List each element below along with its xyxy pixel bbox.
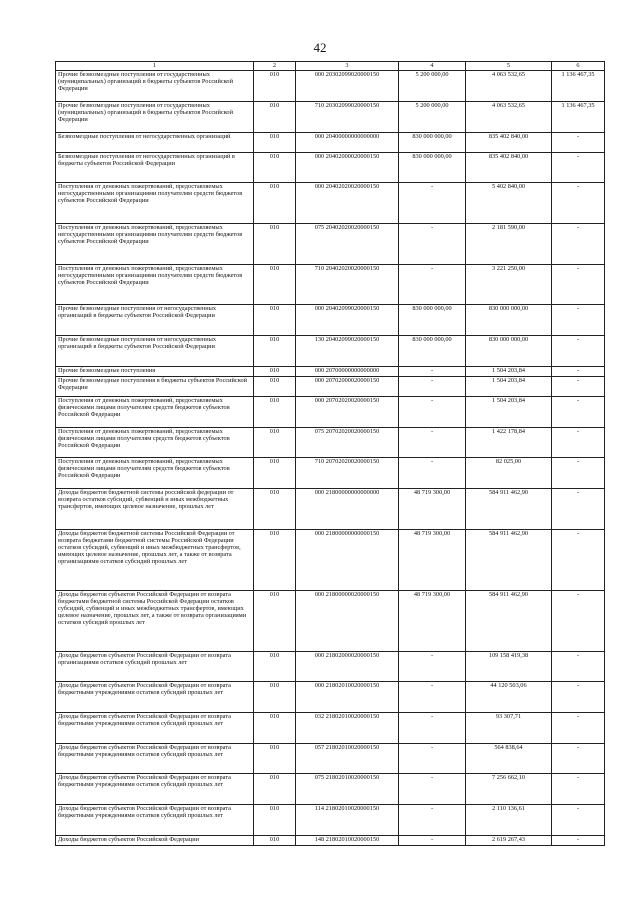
table-row — [56, 836, 605, 846]
row-approved-amount-cell: 830 000 000,00 — [399, 336, 466, 367]
row-line-code-cell: 010 — [254, 713, 296, 744]
row-name-cell: Поступления от денежных пожертвований, предоставляемых физическими лицами получателям средств бюджетов субъектов Российской Федерации — [56, 397, 254, 428]
row-line-code-cell: 010 — [254, 530, 296, 591]
row-approved-amount-cell: - — [399, 265, 466, 305]
row-line-code-cell: 010 — [254, 774, 296, 805]
row-approved-amount-cell: 830 000 000,00 — [399, 153, 466, 183]
row-executed-amount-cell: 4 063 532,65 — [466, 71, 552, 102]
page-number: 42 — [313, 40, 327, 55]
row-budget-code-cell: 000 21800000000000000 — [296, 489, 399, 530]
row-name-cell: Прочие безвозмездные поступления от негосударственных организаций в бюджеты субъектов Российской Федерации — [56, 336, 254, 367]
column-header: 5 — [466, 62, 552, 71]
row-executed-amount-cell: 2 619 267,43 — [466, 836, 552, 846]
table-body — [56, 71, 605, 846]
column-header: 3 — [296, 62, 399, 71]
row-executed-amount-cell: 830 000 000,00 — [466, 305, 552, 336]
row-unexecuted-amount-cell: 1 136 467,35 — [552, 102, 605, 133]
row-line-code-cell: 010 — [254, 805, 296, 836]
row-unexecuted-amount-cell: - — [552, 397, 605, 428]
column-header: 6 — [552, 62, 605, 71]
row-unexecuted-amount-cell: - — [552, 183, 605, 224]
row-name-cell: Доходы бюджетов субъектов Российской Федерации от возврата бюджетами бюджетной системы Российской Федерации остатков субсидий, субвенций и иных межбюджетных трансфертов, имеющих целевое назначение, прошлых лет, а также от возврата организациями остатков субсидий прошлых лет — [56, 591, 254, 652]
row-line-code-cell: 010 — [254, 71, 296, 102]
row-approved-amount-cell: - — [399, 652, 466, 682]
row-line-code-cell: 010 — [254, 183, 296, 224]
row-name-cell: Доходы бюджетов субъектов Российской Федерации от возврата бюджетными учреждениями остатков субсидий прошлых лет — [56, 713, 254, 744]
row-approved-amount-cell: - — [399, 836, 466, 846]
row-approved-amount-cell: - — [399, 367, 466, 377]
row-budget-code-cell: 000 21800000000000150 — [296, 530, 399, 591]
table-row — [56, 591, 605, 652]
row-executed-amount-cell: 1 504 203,84 — [466, 397, 552, 428]
row-executed-amount-cell: 2 181 590,00 — [466, 224, 552, 265]
table-row — [56, 713, 605, 744]
row-line-code-cell: 010 — [254, 367, 296, 377]
row-approved-amount-cell: - — [399, 377, 466, 397]
row-line-code-cell: 010 — [254, 133, 296, 153]
row-approved-amount-cell: 830 000 000,00 — [399, 305, 466, 336]
column-header: 4 — [399, 62, 466, 71]
row-budget-code-cell: 148 21802010020000150 — [296, 836, 399, 846]
table-row — [56, 377, 605, 397]
row-executed-amount-cell: 835 402 840,00 — [466, 133, 552, 153]
table-row — [56, 71, 605, 102]
row-line-code-cell: 010 — [254, 836, 296, 846]
row-line-code-cell: 010 — [254, 224, 296, 265]
row-approved-amount-cell: 48 719 300,00 — [399, 530, 466, 591]
row-line-code-cell: 010 — [254, 591, 296, 652]
row-approved-amount-cell: - — [399, 224, 466, 265]
row-name-cell: Прочие безвозмездные поступления — [56, 367, 254, 377]
row-approved-amount-cell: - — [399, 397, 466, 428]
table-row — [56, 305, 605, 336]
row-executed-amount-cell: 3 221 250,00 — [466, 265, 552, 305]
header-row — [56, 62, 605, 71]
row-budget-code-cell: 000 21802010020000150 — [296, 682, 399, 713]
row-budget-code-cell: 075 21802010020000150 — [296, 774, 399, 805]
table-row — [56, 183, 605, 224]
row-unexecuted-amount-cell: - — [552, 224, 605, 265]
row-approved-amount-cell: - — [399, 774, 466, 805]
row-budget-code-cell: 000 20402000020000150 — [296, 153, 399, 183]
row-line-code-cell: 010 — [254, 489, 296, 530]
row-name-cell: Доходы бюджетов бюджетной системы Российской Федерации от возврата бюджетами бюджетной системы Российской Федерации остатков субсидий, субвенций и иных межбюджетных трансфертов, имеющих целевое назначение, прошлых лет, а также от возврата организациями остатков субсидий прошлых лет — [56, 530, 254, 591]
table-row — [56, 133, 605, 153]
row-approved-amount-cell: 5 200 000,00 — [399, 102, 466, 133]
table-row — [56, 652, 605, 682]
row-unexecuted-amount-cell: - — [552, 836, 605, 846]
row-line-code-cell: 010 — [254, 265, 296, 305]
row-line-code-cell: 010 — [254, 336, 296, 367]
row-name-cell: Поступления от денежных пожертвований, предоставляемых физическими лицами получателям средств бюджетов субъектов Российской Федерации — [56, 428, 254, 458]
table-row — [56, 489, 605, 530]
row-budget-code-cell: 000 20400000000000000 — [296, 133, 399, 153]
row-line-code-cell: 010 — [254, 744, 296, 774]
row-budget-code-cell: 000 21802000020000150 — [296, 652, 399, 682]
table-row — [56, 428, 605, 458]
row-line-code-cell: 010 — [254, 428, 296, 458]
row-executed-amount-cell: 4 063 532,65 — [466, 102, 552, 133]
row-name-cell: Прочие безвозмездные поступления от государственных (муниципальных) организаций в бюджеты субъектов Российской Федерации — [56, 102, 254, 133]
table-row — [56, 774, 605, 805]
row-name-cell: Доходы бюджетов субъектов Российской Федерации от возврата бюджетными учреждениями остатков субсидий прошлых лет — [56, 682, 254, 713]
table-row — [56, 265, 605, 305]
row-approved-amount-cell: 5 200 000,00 — [399, 71, 466, 102]
row-budget-code-cell: 000 20402020020000150 — [296, 183, 399, 224]
row-budget-code-cell: 000 20702020020000150 — [296, 397, 399, 428]
row-budget-code-cell: 075 20702020020000150 — [296, 428, 399, 458]
row-unexecuted-amount-cell: - — [552, 805, 605, 836]
row-approved-amount-cell: - — [399, 744, 466, 774]
row-name-cell: Поступления от денежных пожертвований, предоставляемых негосударственными организациями получателям средств бюджетов субъектов Российской Федерации — [56, 183, 254, 224]
table-row — [56, 224, 605, 265]
table-row — [56, 530, 605, 591]
row-name-cell: Доходы бюджетов субъектов Российской Федерации от возврата организациями остатков субсидий прошлых лет — [56, 652, 254, 682]
row-budget-code-cell: 000 20402099020000150 — [296, 305, 399, 336]
row-budget-code-cell: 000 20302099020000150 — [296, 71, 399, 102]
row-approved-amount-cell: - — [399, 805, 466, 836]
row-executed-amount-cell: 584 911 462,90 — [466, 530, 552, 591]
row-name-cell: Прочие безвозмездные поступления в бюджеты субъектов Российской Федерации — [56, 377, 254, 397]
row-unexecuted-amount-cell: - — [552, 774, 605, 805]
row-executed-amount-cell: 584 911 462,90 — [466, 489, 552, 530]
row-line-code-cell: 010 — [254, 682, 296, 713]
row-unexecuted-amount-cell: - — [552, 336, 605, 367]
row-executed-amount-cell: 835 402 840,00 — [466, 153, 552, 183]
row-line-code-cell: 010 — [254, 153, 296, 183]
row-approved-amount-cell: 48 719 300,00 — [399, 591, 466, 652]
row-name-cell: Доходы бюджетов субъектов Российской Федерации от возврата бюджетными учреждениями остатков субсидий прошлых лет — [56, 805, 254, 836]
row-executed-amount-cell: 109 158 419,38 — [466, 652, 552, 682]
row-approved-amount-cell: 830 000 000,00 — [399, 133, 466, 153]
row-unexecuted-amount-cell: - — [552, 713, 605, 744]
row-name-cell: Доходы бюджетов бюджетной системы российской федерации от возврата остатков субсидий, субвенций и иных межбюджетных трансфертов, имеющих целевое назначение, прошлых лет — [56, 489, 254, 530]
table-row — [56, 458, 605, 489]
table-row — [56, 744, 605, 774]
row-line-code-cell: 010 — [254, 377, 296, 397]
row-executed-amount-cell: 5 402 840,00 — [466, 183, 552, 224]
row-line-code-cell: 010 — [254, 397, 296, 428]
row-line-code-cell: 010 — [254, 458, 296, 489]
row-budget-code-cell: 000 20702000020000150 — [296, 377, 399, 397]
row-unexecuted-amount-cell: - — [552, 265, 605, 305]
row-executed-amount-cell: 584 911 462,90 — [466, 591, 552, 652]
row-name-cell: Прочие безвозмездные поступления от негосударственных организаций в бюджеты субъектов Российской Федерации — [56, 305, 254, 336]
row-line-code-cell: 010 — [254, 305, 296, 336]
table-row — [56, 682, 605, 713]
table-row — [56, 336, 605, 367]
row-name-cell: Поступления от денежных пожертвований, предоставляемых негосударственными организациями получателям средств бюджетов субъектов Российской Федерации — [56, 265, 254, 305]
row-executed-amount-cell: 830 000 000,00 — [466, 336, 552, 367]
row-executed-amount-cell: 1 422 178,84 — [466, 428, 552, 458]
table-row — [56, 153, 605, 183]
table-row — [56, 102, 605, 133]
row-executed-amount-cell: 93 307,71 — [466, 713, 552, 744]
column-header: 2 — [254, 62, 296, 71]
row-approved-amount-cell: - — [399, 458, 466, 489]
row-budget-code-cell: 130 20402099020000150 — [296, 336, 399, 367]
row-unexecuted-amount-cell: - — [552, 305, 605, 336]
row-unexecuted-amount-cell: - — [552, 153, 605, 183]
row-executed-amount-cell: 564 838,64 — [466, 744, 552, 774]
row-unexecuted-amount-cell: - — [552, 458, 605, 489]
row-approved-amount-cell: 48 719 300,00 — [399, 489, 466, 530]
row-executed-amount-cell: 44 120 503,06 — [466, 682, 552, 713]
row-name-cell: Доходы бюджетов субъектов Российской Федерации — [56, 836, 254, 846]
row-unexecuted-amount-cell: - — [552, 133, 605, 153]
row-budget-code-cell: 000 20700000000000000 — [296, 367, 399, 377]
row-name-cell: Доходы бюджетов субъектов Российской Федерации от возврата бюджетными учреждениями остатков субсидий прошлых лет — [56, 774, 254, 805]
row-unexecuted-amount-cell: - — [552, 367, 605, 377]
row-name-cell: Безвозмездные поступления от негосударственных организаций в бюджеты субъектов Российской Федерации — [56, 153, 254, 183]
row-executed-amount-cell: 7 256 662,10 — [466, 774, 552, 805]
row-name-cell: Прочие безвозмездные поступления от государственных (муниципальных) организаций в бюджеты субъектов Российской Федерации — [56, 71, 254, 102]
row-budget-code-cell: 000 21800000020000150 — [296, 591, 399, 652]
row-unexecuted-amount-cell: - — [552, 489, 605, 530]
column-header: 1 — [56, 62, 254, 71]
row-budget-code-cell: 710 20302099020000150 — [296, 102, 399, 133]
row-name-cell: Доходы бюджетов субъектов Российской Федерации от возврата бюджетными учреждениями остатков субсидий прошлых лет — [56, 744, 254, 774]
row-budget-code-cell: 710 20702020020000150 — [296, 458, 399, 489]
row-name-cell: Поступления от денежных пожертвований, предоставляемых физическими лицами получателям средств бюджетов субъектов Российской Федерации — [56, 458, 254, 489]
row-line-code-cell: 010 — [254, 102, 296, 133]
row-unexecuted-amount-cell: - — [552, 530, 605, 591]
row-unexecuted-amount-cell: - — [552, 744, 605, 774]
row-approved-amount-cell: - — [399, 428, 466, 458]
budget-table — [55, 61, 605, 846]
row-unexecuted-amount-cell: - — [552, 428, 605, 458]
table-row — [56, 397, 605, 428]
row-name-cell: Безвозмездные поступления от негосударственных организаций — [56, 133, 254, 153]
row-budget-code-cell: 710 20402020020000150 — [296, 265, 399, 305]
row-executed-amount-cell: 82 025,00 — [466, 458, 552, 489]
row-approved-amount-cell: - — [399, 682, 466, 713]
row-name-cell: Поступления от денежных пожертвований, предоставляемых негосударственными организациями получателям средств бюджетов субъектов Российской Федерации — [56, 224, 254, 265]
row-executed-amount-cell: 1 504 203,84 — [466, 367, 552, 377]
row-budget-code-cell: 032 21802010020000150 — [296, 713, 399, 744]
table-row — [56, 367, 605, 377]
row-approved-amount-cell: - — [399, 183, 466, 224]
row-unexecuted-amount-cell: 1 136 467,35 — [552, 71, 605, 102]
row-budget-code-cell: 057 21802010020000150 — [296, 744, 399, 774]
row-budget-code-cell: 075 20402020020000150 — [296, 224, 399, 265]
row-line-code-cell: 010 — [254, 652, 296, 682]
row-executed-amount-cell: 1 504 203,84 — [466, 377, 552, 397]
row-unexecuted-amount-cell: - — [552, 591, 605, 652]
row-unexecuted-amount-cell: - — [552, 377, 605, 397]
row-unexecuted-amount-cell: - — [552, 652, 605, 682]
row-approved-amount-cell: - — [399, 713, 466, 744]
row-budget-code-cell: 114 21802010020000150 — [296, 805, 399, 836]
row-executed-amount-cell: 2 110 136,61 — [466, 805, 552, 836]
row-unexecuted-amount-cell: - — [552, 682, 605, 713]
table-row — [56, 805, 605, 836]
